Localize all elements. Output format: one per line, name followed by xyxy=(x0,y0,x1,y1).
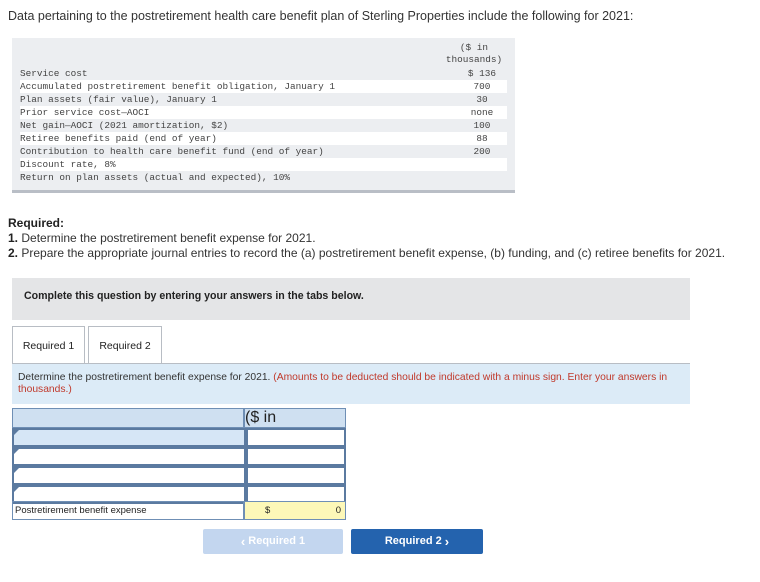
intro-text: Data pertaining to the postretirement health care benefit plan of Sterling Properties include the following for 2021: xyxy=(8,9,634,23)
data-row-prior-service-cost: Prior service cost—AOCI none xyxy=(20,106,507,119)
previous-tab-button[interactable]: ‹ Required 1 xyxy=(203,529,343,554)
required-title: Required: xyxy=(8,216,65,230)
tab-panel-instructions: Determine the postretirement benefit expense for 2021. (Amounts to be deducted should be indicated with a minus sign. Enter your answers in thousands.) xyxy=(12,364,690,404)
answer-header-label-cell xyxy=(12,408,244,428)
chevron-left-icon: ‹ xyxy=(240,534,246,549)
total-value-cell xyxy=(244,501,346,520)
data-row-apbo: Accumulated postretirement benefit obligation, January 1 700 xyxy=(20,80,507,93)
panel-note: (Amounts to be deducted should be indicated with a minus sign. Enter your answers in thousands.) xyxy=(18,372,668,395)
data-table-header: ($ in thousands) xyxy=(445,42,503,65)
next-tab-button[interactable]: Required 2 › xyxy=(351,529,483,554)
tab-required-2[interactable]: Required 2 xyxy=(88,326,162,364)
answer-column-header: ($ in xyxy=(244,408,346,428)
chevron-right-icon: › xyxy=(444,534,450,549)
line-item-label-input-2[interactable] xyxy=(12,447,246,466)
total-label: Postretirement benefit expense xyxy=(12,501,244,520)
required-item-2: 2. Prepare the appropriate journal entries to record the (a) postretirement benefit expense, (b) funding, and (c) retiree benefits for 2021. xyxy=(8,246,726,260)
line-item-value-input-2[interactable] xyxy=(246,447,346,466)
required-item-1: 1. Determine the postretirement benefit expense for 2021. xyxy=(8,231,316,245)
line-item-value-input-1[interactable] xyxy=(246,428,346,447)
total-value: 0 xyxy=(335,505,341,516)
row-marker-icon xyxy=(14,449,19,454)
row-marker-icon xyxy=(14,487,19,492)
row-marker-icon xyxy=(14,430,19,435)
instruction-banner: Complete this question by entering your answers in the tabs below. xyxy=(12,278,690,320)
data-table: ($ in thousands) Service cost $ 136 Accumulated postretirement benefit obligation, January 1 700 Plan assets (fair value), January 1 30 Prior service cost—AOCI none Net gain—AOCI (2021 amortization, $2) 100 Retiree benefits paid (end of year) 88 Contribution to health care benefit fund (end of year) 200 Discount rate, 8% Return on plan assets (actual and expected), 10% xyxy=(12,38,515,193)
currency-symbol: $ xyxy=(265,505,271,516)
data-row-discount-rate: Discount rate, 8% xyxy=(20,158,507,171)
tab-required-1[interactable]: Required 1 xyxy=(12,326,85,364)
line-item-value-input-3[interactable] xyxy=(246,466,346,485)
row-marker-icon xyxy=(14,468,19,473)
data-row-benefits-paid: Retiree benefits paid (end of year) 88 xyxy=(20,132,507,145)
line-item-label-input-3[interactable] xyxy=(12,466,246,485)
line-item-label-input-1[interactable] xyxy=(12,428,246,447)
